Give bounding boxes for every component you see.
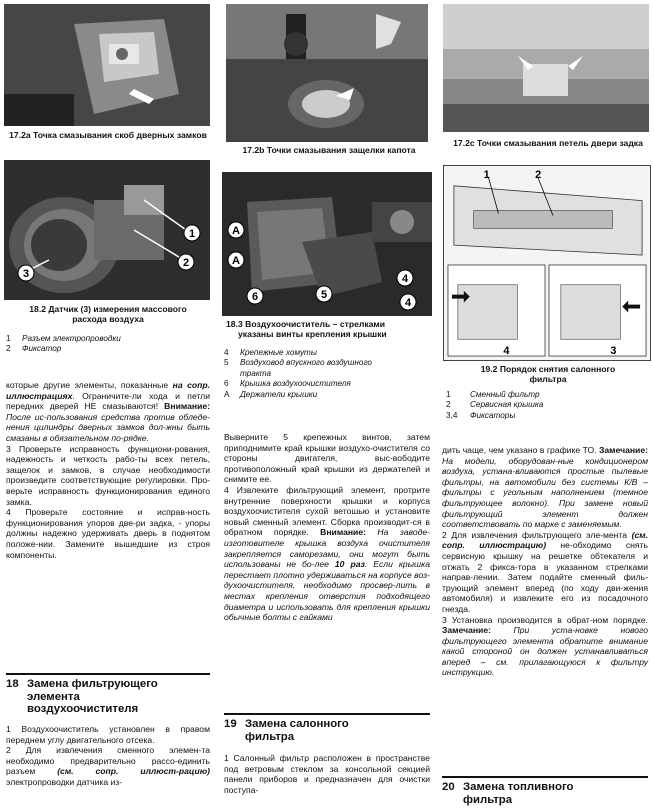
caption-17-2b: 17.2b Точки смазывания защелки капота xyxy=(242,145,416,155)
photo-17-2c xyxy=(443,4,649,132)
legend-18-2 xyxy=(6,334,206,355)
legend-18-3 xyxy=(224,348,430,400)
legend-item: 2 Фиксатор xyxy=(6,344,62,354)
section-19-text xyxy=(224,753,430,795)
section-19-heading: 19 Замена салонного фильтра xyxy=(224,713,430,743)
caption-18-3-line2: указаны винты крепления крышки xyxy=(238,329,387,339)
callout-A: A xyxy=(232,225,240,237)
section-18-heading: 18 Замена фильтрующего элемента воздухоочистителя xyxy=(6,673,210,716)
callout-2: 2 xyxy=(535,168,542,181)
paragraph: 4 Проверьте состояние и исправ-ность функционирования упоров две-ри задка, - упоры должны надежно удерживать дверь в поднятом положе-нии. Замените вышедшие из строя компоненты. xyxy=(6,507,210,560)
legend-item: 6 Крышка воздухоочистителя xyxy=(224,379,351,389)
paragraph: Выверните 5 крепежных винтов, затем приподнимите край крышки воздухо-очистителя со стороны двигателя, выс-вободите противоположный край крышки из держателей и снимите ее. xyxy=(224,432,430,485)
caption-18-3 xyxy=(226,319,426,339)
col3-text xyxy=(442,445,648,678)
paragraph: 2 Для извлечения фильтрующего эле-мента (см. сопр. иллюстрацию) не-обходимо снять сервисную крышку на решетке обтекателя и отжать 2 фикса-тора в указанном стрелками направ-лении. Затем подайте сменный филь-трующий элемент вперед (по ходу дви-жения автомобиля) и извлеките его из посадочного гнезда. xyxy=(442,529,648,614)
caption-17-2a: 17.2a Точка смазывания скоб дверных замков xyxy=(9,130,207,140)
callout-4: 4 xyxy=(404,297,412,309)
paragraph: которые другие элементы, показанные на сопр. иллюстрациях. Ограничите-ли хода и петли передних дверей НЕ смазываются! Внимание: После ис-пользования средства против обледе-нения цилиндры дверных замков дол-жны быть смазаны в обязательном по-рядке. xyxy=(6,380,210,443)
legend-item: 1 Разъем электропроводки xyxy=(6,334,121,343)
paragraph: дить чаще, чем указано в графике ТО. Замечание: На модели, оборудован-ные кондиционером воздуха, устана-вливаются простые пылевые фильтры, на автомобили без системы К/В – фильтры с угольным наполнением (темное фильтрующее волокно). При замене новый фильтрующий элемент должен соответствовать по марке с заменяемым. xyxy=(442,445,648,530)
col2-text xyxy=(224,432,430,623)
paragraph: 3 Установка производится в обрат-ном порядке. Замечание: При уста-новке нового фильтрующего элемента обратите внимание какой стороной он должен устанавливаться вперед – см. прилагающуюся к фильтру инструкцию. xyxy=(442,614,648,678)
callout-3: 3 xyxy=(22,268,30,280)
paragraph: 2 Для извлечения сменного элемен-та необходимо предварительно рассо-единить разъем (см. сопр. иллюст-рацию) электропроводки датчика из- xyxy=(6,745,210,787)
photo-17-2a xyxy=(4,4,210,126)
col1-text xyxy=(6,380,210,560)
caption-19-2 xyxy=(448,364,648,384)
paragraph: 3 Проверьте исправность функциони-рования, надежность и четкость рабо-ты всех петель, защелок и замков, в случае необходимости произведите соответствующие регулировки. Про-верьте исправность функционирования единого замка. xyxy=(6,443,210,507)
section-18-text xyxy=(6,724,210,788)
paragraph: 1 Салонный фильтр расположен в пространстве под ветровым стеклом за консольной секцией панели приборов и предназначен для очистки поступа- xyxy=(224,753,430,795)
legend-item: тракта xyxy=(240,368,272,378)
photo-18-2 xyxy=(4,160,210,300)
callout-1: 1 xyxy=(483,168,490,181)
caption-18-2-line2: расхода воздуха xyxy=(72,314,144,324)
photo-18-3 xyxy=(222,172,432,316)
photo-17-2b xyxy=(226,4,428,142)
legend-item: 3,4 Фиксаторы xyxy=(446,410,516,420)
caption-18-3-line1: 18.3 Воздухоочиститель – стрелками xyxy=(226,319,386,329)
legend-19-2 xyxy=(446,390,646,421)
callout-1: 1 xyxy=(188,228,196,240)
callout-5: 5 xyxy=(320,289,328,301)
callout-4: 4 xyxy=(503,345,510,358)
section-20-heading: 20 Замена топливного фильтра xyxy=(442,776,648,806)
caption-19-2-line2: фильтра xyxy=(529,374,567,384)
caption-18-2 xyxy=(8,304,208,324)
legend-item: 1 Сменный фильтр xyxy=(446,390,540,399)
callout-2: 2 xyxy=(182,257,190,269)
callout-4: 4 xyxy=(401,273,409,285)
caption-19-2-line1: 19.2 Порядок снятия салонного xyxy=(480,364,616,374)
callout-3: 3 xyxy=(610,345,617,358)
paragraph: 1 Воздухоочиститель установлен в правом переднем углу двигательного отсека. xyxy=(6,724,210,745)
legend-item: 4 Крепежные хомуты xyxy=(224,348,317,357)
callout-6: 6 xyxy=(251,291,259,303)
caption-17-2c: 17.2c Точки смазывания петель двери задка xyxy=(453,138,643,148)
paragraph: 4 Извлеките фильтрующий элемент, протрите внутренние поверхности крышки и корпуса воздухоочистителя сухой ветошью и установите новый сменный элемент. Сборка производит-ся в обратном порядке. Внимание: На заводе-изготовителе крышка воздуха очистителя закрепляется саморезами, они могут быть использованы не бо-лее 10 раз. Если крышка перестает плотно удерживаться на корпусе воз-духоочистителя, необходимо просвер-лить в местах крепления отверстия подходящего диаметра и использовать для крепления крышки обычные болты с гайками xyxy=(224,484,430,623)
legend-item: 2 Сервисная крышка xyxy=(446,400,544,410)
legend-item: 5 Воздуховод впускного воздушного xyxy=(224,358,372,368)
caption-18-2-line1: 18.2 Датчик (3) измерения массового xyxy=(29,304,187,314)
diagram-19-2 xyxy=(443,165,651,361)
callout-A: A xyxy=(232,255,240,267)
legend-item: A Держатели крышки xyxy=(224,389,318,399)
